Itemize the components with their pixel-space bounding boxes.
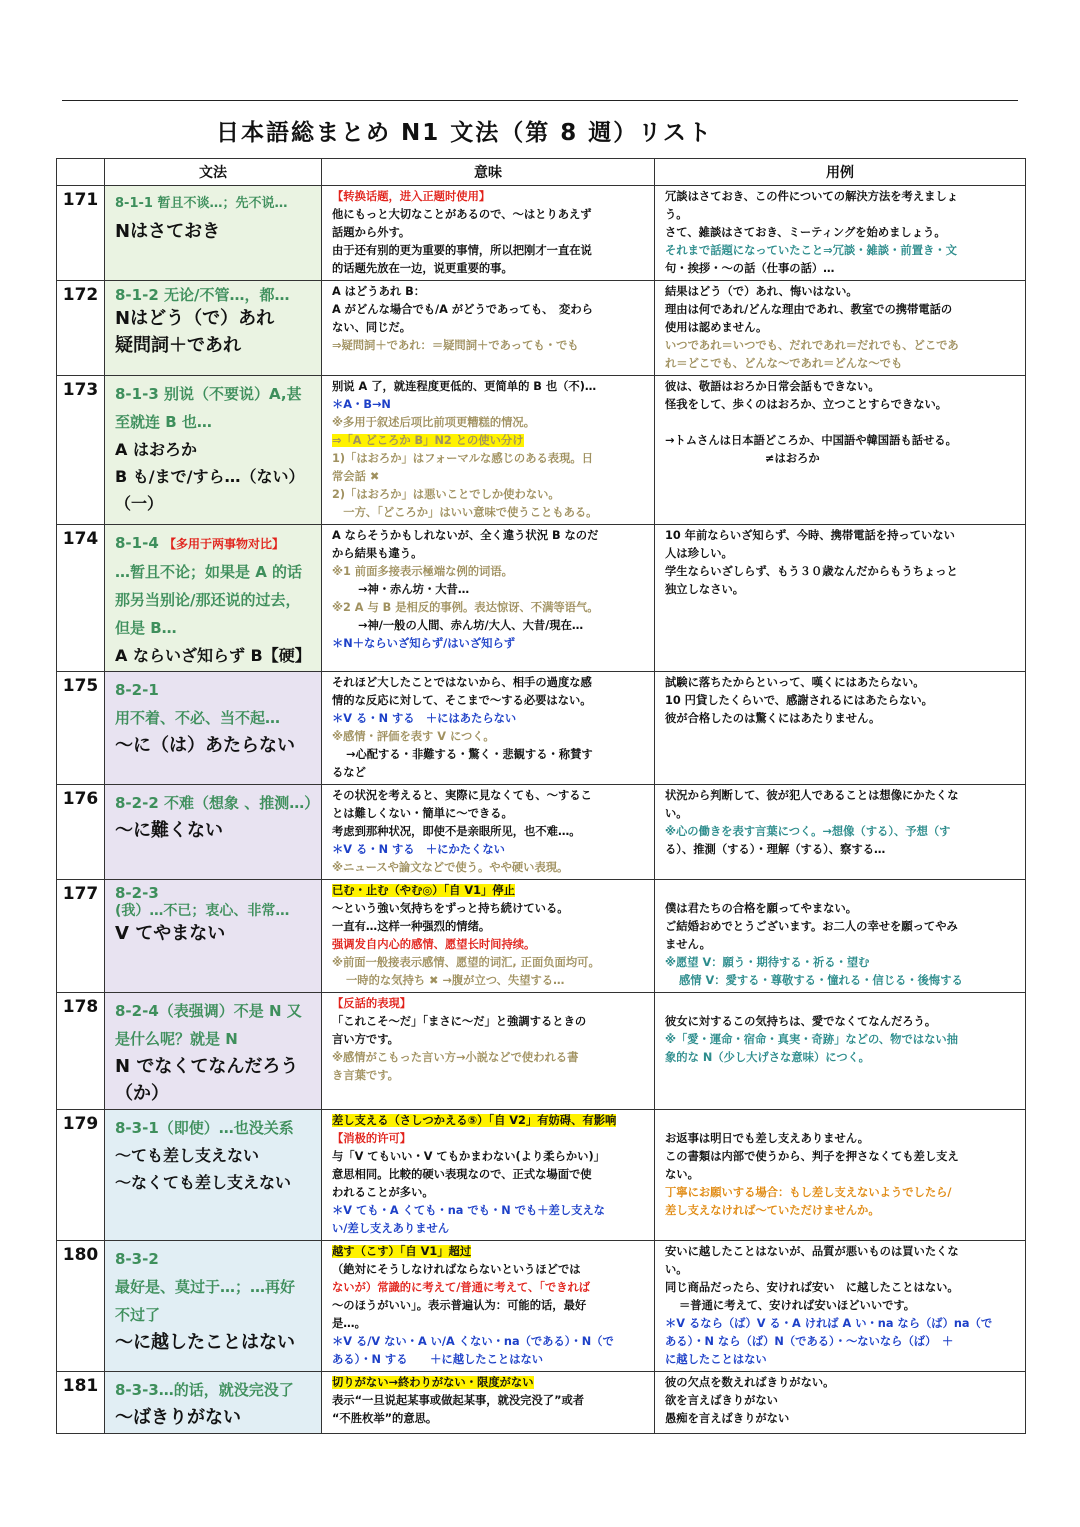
example-line: 彼が合格したのは驚くにはあたりません。: [665, 712, 881, 725]
example-line: 象的な N（少し大げさな意味）につく。: [665, 1051, 870, 1064]
grammar-code: 8-2-4（表强调）不是 N 又: [115, 1002, 302, 1020]
table-row: [57, 186, 1026, 281]
grammar-code-number: 8-1-4: [115, 534, 159, 552]
example-line: 僕は君たちの合格を願ってやまない。: [665, 902, 858, 915]
table-row: [57, 1241, 1026, 1372]
example-line: れ＝どこでも、どんな～であれ＝どんな～でも: [665, 357, 903, 370]
grammar-pattern: ～に越したことはない: [115, 1332, 295, 1353]
example-line: 怪我をして、歩くのはおろか、立つことすらできない。: [665, 398, 948, 411]
meaning-line: ※前面一般接表示感情、愿望的词汇, 正面负面均可。: [332, 956, 600, 969]
meaning-line: ※感情・評価を表す V につく。: [332, 730, 495, 743]
example-line: 理由は何であれ/どんな理由であれ、教室での携帯電話の: [665, 303, 953, 316]
meaning-line: その状況を考えると、実際に見なくても、～するこ: [332, 789, 592, 802]
meaning-line: 一方、「どころか」はいい意味で使うこともある。: [332, 506, 598, 519]
table-row: [57, 1372, 1026, 1434]
table-row: [57, 880, 1026, 993]
grammar-code: …暂且不论；如果是 A 的话: [115, 563, 303, 581]
highlight-text: ⇒「A どころか B」N2 との使い分け: [332, 434, 524, 447]
grammar-code: 8-3-3…的话，就没完没了: [115, 1381, 294, 1399]
example-line: 結果はどう（で）あれ、悔いはない。: [665, 285, 858, 298]
example-line: [665, 1112, 1017, 1130]
grammar-code: (我）…不已；衷心、非常…: [115, 903, 290, 919]
meaning-line: ＊V ても・A くても・na でも・N でも＋差し支えな: [332, 1204, 605, 1217]
meaning-line: A がどんな場合でも/A がどうであっても、 変わら: [332, 303, 593, 316]
grammar-pattern: （一）: [115, 494, 164, 513]
meaning-line: 言い方です。: [332, 1033, 399, 1046]
header-grammar: 文法: [105, 159, 322, 186]
example-cell: [655, 1110, 1026, 1241]
grammar-cell: [105, 1372, 322, 1434]
meaning-line: 的话题先放在一边，说更重要的事。: [332, 262, 513, 275]
grammar-pattern: ～ばきりがない: [115, 1407, 241, 1428]
row-number: 180: [57, 1241, 105, 1372]
row-number: 179: [57, 1110, 105, 1241]
meaning-line: 常会話 ✖: [332, 470, 380, 483]
meaning-line: 情的な反応に対して、そこまで～する必要はない。: [332, 694, 592, 707]
grammar-pattern: （か）: [115, 1083, 169, 1104]
example-line: さて、雑談はさておき、ミーティングを始めましょう。: [665, 226, 946, 239]
grammar-code: 8-1-2 无论/不管…，都…: [115, 286, 290, 304]
example-line: [665, 882, 1017, 900]
meaning-line: 【反話的表現】: [332, 997, 412, 1010]
row-number: 177: [57, 880, 105, 993]
meaning-line: ない、同じだ。: [332, 321, 412, 334]
row-number: 172: [57, 281, 105, 376]
grammar-code: 不过了: [115, 1306, 161, 1324]
table-row: [57, 993, 1026, 1110]
top-rule: [62, 100, 1018, 101]
meaning-line: ある）・N する ＋に越したことはない: [332, 1353, 544, 1366]
table-row: [57, 672, 1026, 785]
meaning-line: とは難しくない・簡単に～できる。: [332, 807, 513, 820]
grammar-code: 最好是、莫过于…；…再好: [115, 1278, 296, 1296]
grammar-pattern: Nはさておき: [115, 221, 221, 242]
example-line: 冗談はさておき、この件についての解決方法を考えましょ: [665, 190, 959, 203]
grammar-code: 8-2-3: [115, 884, 159, 902]
header-example: 用例: [655, 159, 1026, 186]
example-line: 人は珍しい。: [665, 547, 733, 560]
meaning-cell: [322, 1372, 655, 1434]
grammar-cell: [105, 672, 322, 785]
example-line: ある）・N なら（ば）N（である）・～ないなら（ば） ＋: [665, 1335, 954, 1348]
example-line: 丁寧にお願いする場合：もし差し支えないようでしたら/: [665, 1186, 952, 1199]
grammar-code: 那另当别论/那还说的过去，: [115, 591, 301, 609]
meaning-line: から結果も違う。: [332, 547, 423, 560]
example-line: に越したことはない: [665, 1353, 767, 1366]
meaning-line: 他にもっと大切なことがあるので、～はとりあえず: [332, 208, 592, 221]
grammar-pattern: ～なくても差し支えない: [115, 1173, 292, 1192]
example-line: ません。: [665, 938, 711, 951]
page-title: 日本語総まとめ N1 文法（第 8 週）リスト: [216, 120, 713, 146]
example-line: ※心の働きを表す言葉につく。→想像（する）、予想（す: [665, 825, 951, 838]
meaning-line: 一時的な気持ち ✖ →腹が立つ、失望する…: [346, 974, 565, 987]
example-line: [665, 995, 1017, 1013]
meaning-line: るなど: [332, 766, 366, 779]
row-number: 173: [57, 376, 105, 525]
meaning-line: ないが）常識的に考えて/普通に考えて、「できれば: [332, 1281, 591, 1294]
grammar-code: 8-1-1 暂且不谈…；先不说…: [115, 196, 288, 211]
meaning-line: ＊V る/V ない・A い/A くない・na（である）・N（で: [332, 1335, 614, 1348]
grammar-table: [56, 158, 1026, 1434]
grammar-code: 8-3-1（即使）…也没关系: [115, 1119, 294, 1137]
meaning-line: 由于还有别的更为重要的事情，所以把刚才一直在说: [332, 244, 592, 257]
table-header-row: [57, 159, 1026, 186]
meaning-line: 别说 A 了，就连程度更低的、更简单的 B 也（不)…: [332, 380, 597, 393]
meaning-cell: [322, 1241, 655, 1372]
meaning-line: ＊V る・N する ＋にはあたらない: [332, 712, 517, 725]
example-line: いつであれ＝いつでも、だれであれ＝だれでも、どこであ: [665, 339, 959, 352]
example-cell: [655, 186, 1026, 281]
row-number: 176: [57, 785, 105, 880]
meaning-line: →神/一般の人間、赤ん坊/大人、大昔/現在…: [358, 619, 584, 632]
example-line: い。: [665, 1263, 688, 1276]
example-line: 感情 V：愛する・尊敬する・憧れる・信じる・後悔する: [679, 974, 963, 987]
meaning-line: [332, 1374, 646, 1392]
table-row: [57, 1110, 1026, 1241]
grammar-pattern: Nはどう（で）あれ: [115, 308, 275, 329]
meaning-line: 强调发自内心的感情、愿望长时间持续。: [332, 938, 536, 951]
header-number: [57, 159, 105, 186]
grammar-cell: [105, 186, 322, 281]
meaning-line: ＊N＋ならいざ知らず/はいざ知らず: [332, 637, 516, 650]
example-line: 独立しなさい。: [665, 583, 745, 596]
meaning-line: [332, 1243, 646, 1261]
meaning-line: 1)「はおろか」はフォーマルな感じのある表現。日: [332, 452, 593, 465]
grammar-cell: [105, 880, 322, 993]
grammar-pattern: ～に難くない: [115, 820, 223, 841]
grammar-code: 用不着、不必、当不起…: [115, 709, 281, 727]
example-line: 同じ商品だったら、安ければ安い に越したことはない。: [665, 1281, 959, 1294]
grammar-code: 8-3-2: [115, 1250, 159, 1268]
example-cell: [655, 785, 1026, 880]
grammar-code: 至就连 B 也…: [115, 413, 212, 431]
grammar-cell: [105, 525, 322, 672]
meaning-line: い/差し支えありません: [332, 1222, 450, 1235]
meaning-line: 表示“一旦说起某事或做起某事，就没完没了”或者: [332, 1394, 585, 1407]
meaning-line: A ならそうかもしれないが、全く違う状況 B なのだ: [332, 529, 599, 542]
meaning-line: [332, 882, 646, 900]
meaning-line: 与「V てもいい・V てもかまわない(より柔らかい)」: [332, 1150, 605, 1163]
example-cell: [655, 993, 1026, 1110]
grammar-pattern: ～ても差し支えない: [115, 1146, 260, 1165]
row-number: 181: [57, 1372, 105, 1434]
meaning-line: 一直有…这样一种强烈的情绪。: [332, 920, 491, 933]
highlight-text: 越す（こす）「自 V1」超过: [332, 1245, 472, 1258]
example-line: ＊V るなら（ば）V る・A ければ A い・na なら（ば）na（で: [665, 1317, 993, 1330]
grammar-code: 8-1-3 别说（不要说）A,甚: [115, 385, 302, 403]
meaning-line: →心配する・非難する・驚く・悲観する・称賛す: [346, 748, 593, 761]
example-line: 差し支えなければ～ていただけませんか。: [665, 1204, 880, 1217]
grammar-cell: [105, 993, 322, 1110]
meaning-line: A はどうあれ B：: [332, 285, 426, 298]
example-line: ※愿望 V：願う・期待する・祈る・望む: [665, 956, 870, 969]
example-line: 彼の欠点を数えればきりがない。: [665, 1376, 835, 1389]
meaning-line: ＊V る・N する ＋にかたくない: [332, 843, 505, 856]
meaning-line: ※多用于叙述后项比前项更糟糕的情况。: [332, 416, 536, 429]
meaning-cell: [322, 281, 655, 376]
example-line: ない。: [665, 1168, 699, 1181]
meaning-line: [332, 1112, 646, 1130]
grammar-code: 8-2-1: [115, 681, 159, 699]
example-line: 愚痴を言えばきりがない: [665, 1412, 790, 1425]
example-cell: [655, 1241, 1026, 1372]
meaning-line: ＊A・B→N: [332, 398, 391, 411]
example-line: 10 円貸したくらいで、感謝されるにはあたらない。: [665, 694, 933, 707]
grammar-code: [115, 529, 315, 558]
meaning-line: 考虑到那种状况，即使不是亲眼所见，也不难…。: [332, 825, 581, 838]
grammar-pattern: A ならいざ知らず B【硬】: [115, 646, 311, 665]
grammar-pattern: A はおろか: [115, 440, 197, 459]
grammar-cell: [105, 1110, 322, 1241]
example-line: 彼は、敬語はおろか日常会話もできない。: [665, 380, 880, 393]
meaning-line: [332, 432, 646, 450]
example-line: 試験に落ちたからといって、嘆くにはあたらない。: [665, 676, 925, 689]
table-row: [57, 785, 1026, 880]
example-line: [665, 414, 1017, 432]
meaning-line: （絶対にそうしなければならないというほどでは: [332, 1263, 581, 1276]
example-line: 安いに越したことはないが、品質が悪いものは買いたくな: [665, 1245, 959, 1258]
meaning-cell: [322, 672, 655, 785]
row-number: 175: [57, 672, 105, 785]
example-line: お返事は明日でも差し支えありません。: [665, 1132, 870, 1145]
example-line: 10 年前ならいざ知らず、今時、携帯電話を持っていない: [665, 529, 955, 542]
highlight-text: 已む・止む（やむ◎）「自 V1」停止: [332, 884, 515, 897]
header-meaning: 意味: [322, 159, 655, 186]
meaning-line: 「これこそ～だ」「まさに～だ」と強調するときの: [332, 1015, 587, 1028]
example-line: ※「愛・運命・宿命・真実・奇跡」などの、物ではない抽: [665, 1033, 958, 1046]
meaning-cell: [322, 785, 655, 880]
example-line: それまで話題になっていたこと⇒冗談・雑談・前置き・文: [665, 244, 957, 257]
meaning-line: 是…。: [332, 1317, 366, 1330]
grammar-pattern: V てやまない: [115, 923, 226, 944]
example-line: →トムさんは日本語どころか、中国語や韓国語も話せる。: [665, 434, 957, 447]
grammar-code-tag: 【多用于两事物对比】: [164, 537, 285, 551]
example-line: 句・挨拶・～の話（仕事の話）…: [665, 262, 835, 275]
row-number: 178: [57, 993, 105, 1110]
meaning-line: →神・赤ん坊・大昔…: [358, 583, 470, 596]
example-line: 学生ならいざしらず、もう３０歳なんだからもうちょっと: [665, 565, 958, 578]
meaning-line: ～のほうがいい」。表示普遍认为：可能的话，最好: [332, 1299, 587, 1312]
grammar-cell: [105, 376, 322, 525]
row-number: 171: [57, 186, 105, 281]
example-line: る）、推測（する）・理解（する）、察する…: [665, 843, 886, 856]
meaning-cell: [322, 993, 655, 1110]
example-line: い。: [665, 807, 688, 820]
meaning-line: 話題から外す。: [332, 226, 411, 239]
example-cell: [655, 376, 1026, 525]
meaning-line: 【转换话题，进入正题时使用】: [332, 190, 491, 203]
table-row: [57, 281, 1026, 376]
example-line: この書類は内部で使うから、判子を押さなくても差し支え: [665, 1150, 959, 1163]
example-line: ≠はおろか: [765, 452, 820, 465]
meaning-line: ※1 前面多接表示極端な例的词语。: [332, 565, 513, 578]
meaning-cell: [322, 880, 655, 993]
meaning-line: 【消极的许可】: [332, 1132, 412, 1145]
example-line: 使用は認めません。: [665, 321, 768, 334]
meaning-line: 2)「はおろか」は悪いことでしか使わない。: [332, 488, 560, 501]
example-cell: [655, 525, 1026, 672]
table-row: [57, 376, 1026, 525]
meaning-line: “不胜枚举”的意思。: [332, 1412, 438, 1425]
grammar-pattern: N でなくてなんだろう: [115, 1056, 299, 1077]
meaning-line: ～という強い気持ちをずっと持ち続けている。: [332, 902, 569, 915]
example-cell: [655, 1372, 1026, 1434]
grammar-pattern: ～に（は）あたらない: [115, 735, 295, 756]
highlight-text: 差し支える（さしつかえる⑤）「自 V2」有妨碍、有影响: [332, 1114, 617, 1127]
grammar-code: 8-2-2 不难（想象 、推测…）: [115, 794, 320, 812]
example-line: ＝普通に考えて、安ければ安いほどいいです。: [679, 1299, 916, 1312]
grammar-code: 是什么呢？就是 N: [115, 1030, 238, 1048]
example-cell: [655, 672, 1026, 785]
grammar-code: 但是 B…: [115, 619, 177, 637]
meaning-line: き言葉です。: [332, 1069, 399, 1082]
meaning-line: ※2 A 与 B 是相反的事例。表达惊讶、不满等语气。: [332, 601, 599, 614]
meaning-cell: [322, 525, 655, 672]
table-row: [57, 525, 1026, 672]
grammar-cell: [105, 785, 322, 880]
meaning-cell: [322, 186, 655, 281]
grammar-pattern: B も/まで/すら…（ない）: [115, 467, 305, 486]
example-cell: [655, 281, 1026, 376]
meaning-line: それほど大したことではないから、相手の過度な感: [332, 676, 592, 689]
grammar-pattern: 疑問詞＋であれ: [115, 335, 241, 356]
meaning-line: ※感情がこもった言い方→小説などで使われる書: [332, 1051, 579, 1064]
meaning-line: ※ニュースや論文などで使う。やや硬い表現。: [332, 861, 569, 874]
highlight-text: 切りがない→終わりがない・限度がない: [332, 1376, 534, 1389]
meaning-line: われることが多い。: [332, 1186, 434, 1199]
example-line: 彼女に対するこの気持ちは、愛でなくてなんだろう。: [665, 1015, 937, 1028]
example-line: う。: [665, 208, 688, 221]
meaning-line: ⇒疑問詞＋であれ：＝疑問詞＋であっても・でも: [332, 339, 579, 352]
example-line: 状況から判断して、彼が犯人であることは想像にかたくな: [665, 789, 959, 802]
meaning-line: 意思相同。比較的硬い表現なので、正式な場面で使: [332, 1168, 592, 1181]
meaning-cell: [322, 1110, 655, 1241]
grammar-cell: [105, 1241, 322, 1372]
row-number: 174: [57, 525, 105, 672]
example-cell: [655, 880, 1026, 993]
example-line: 欲を言えばきりがない: [665, 1394, 778, 1407]
meaning-cell: [322, 376, 655, 525]
example-line: ご結婚おめでとうございます。お二人の幸せを願ってやみ: [665, 920, 958, 933]
grammar-cell: [105, 281, 322, 376]
